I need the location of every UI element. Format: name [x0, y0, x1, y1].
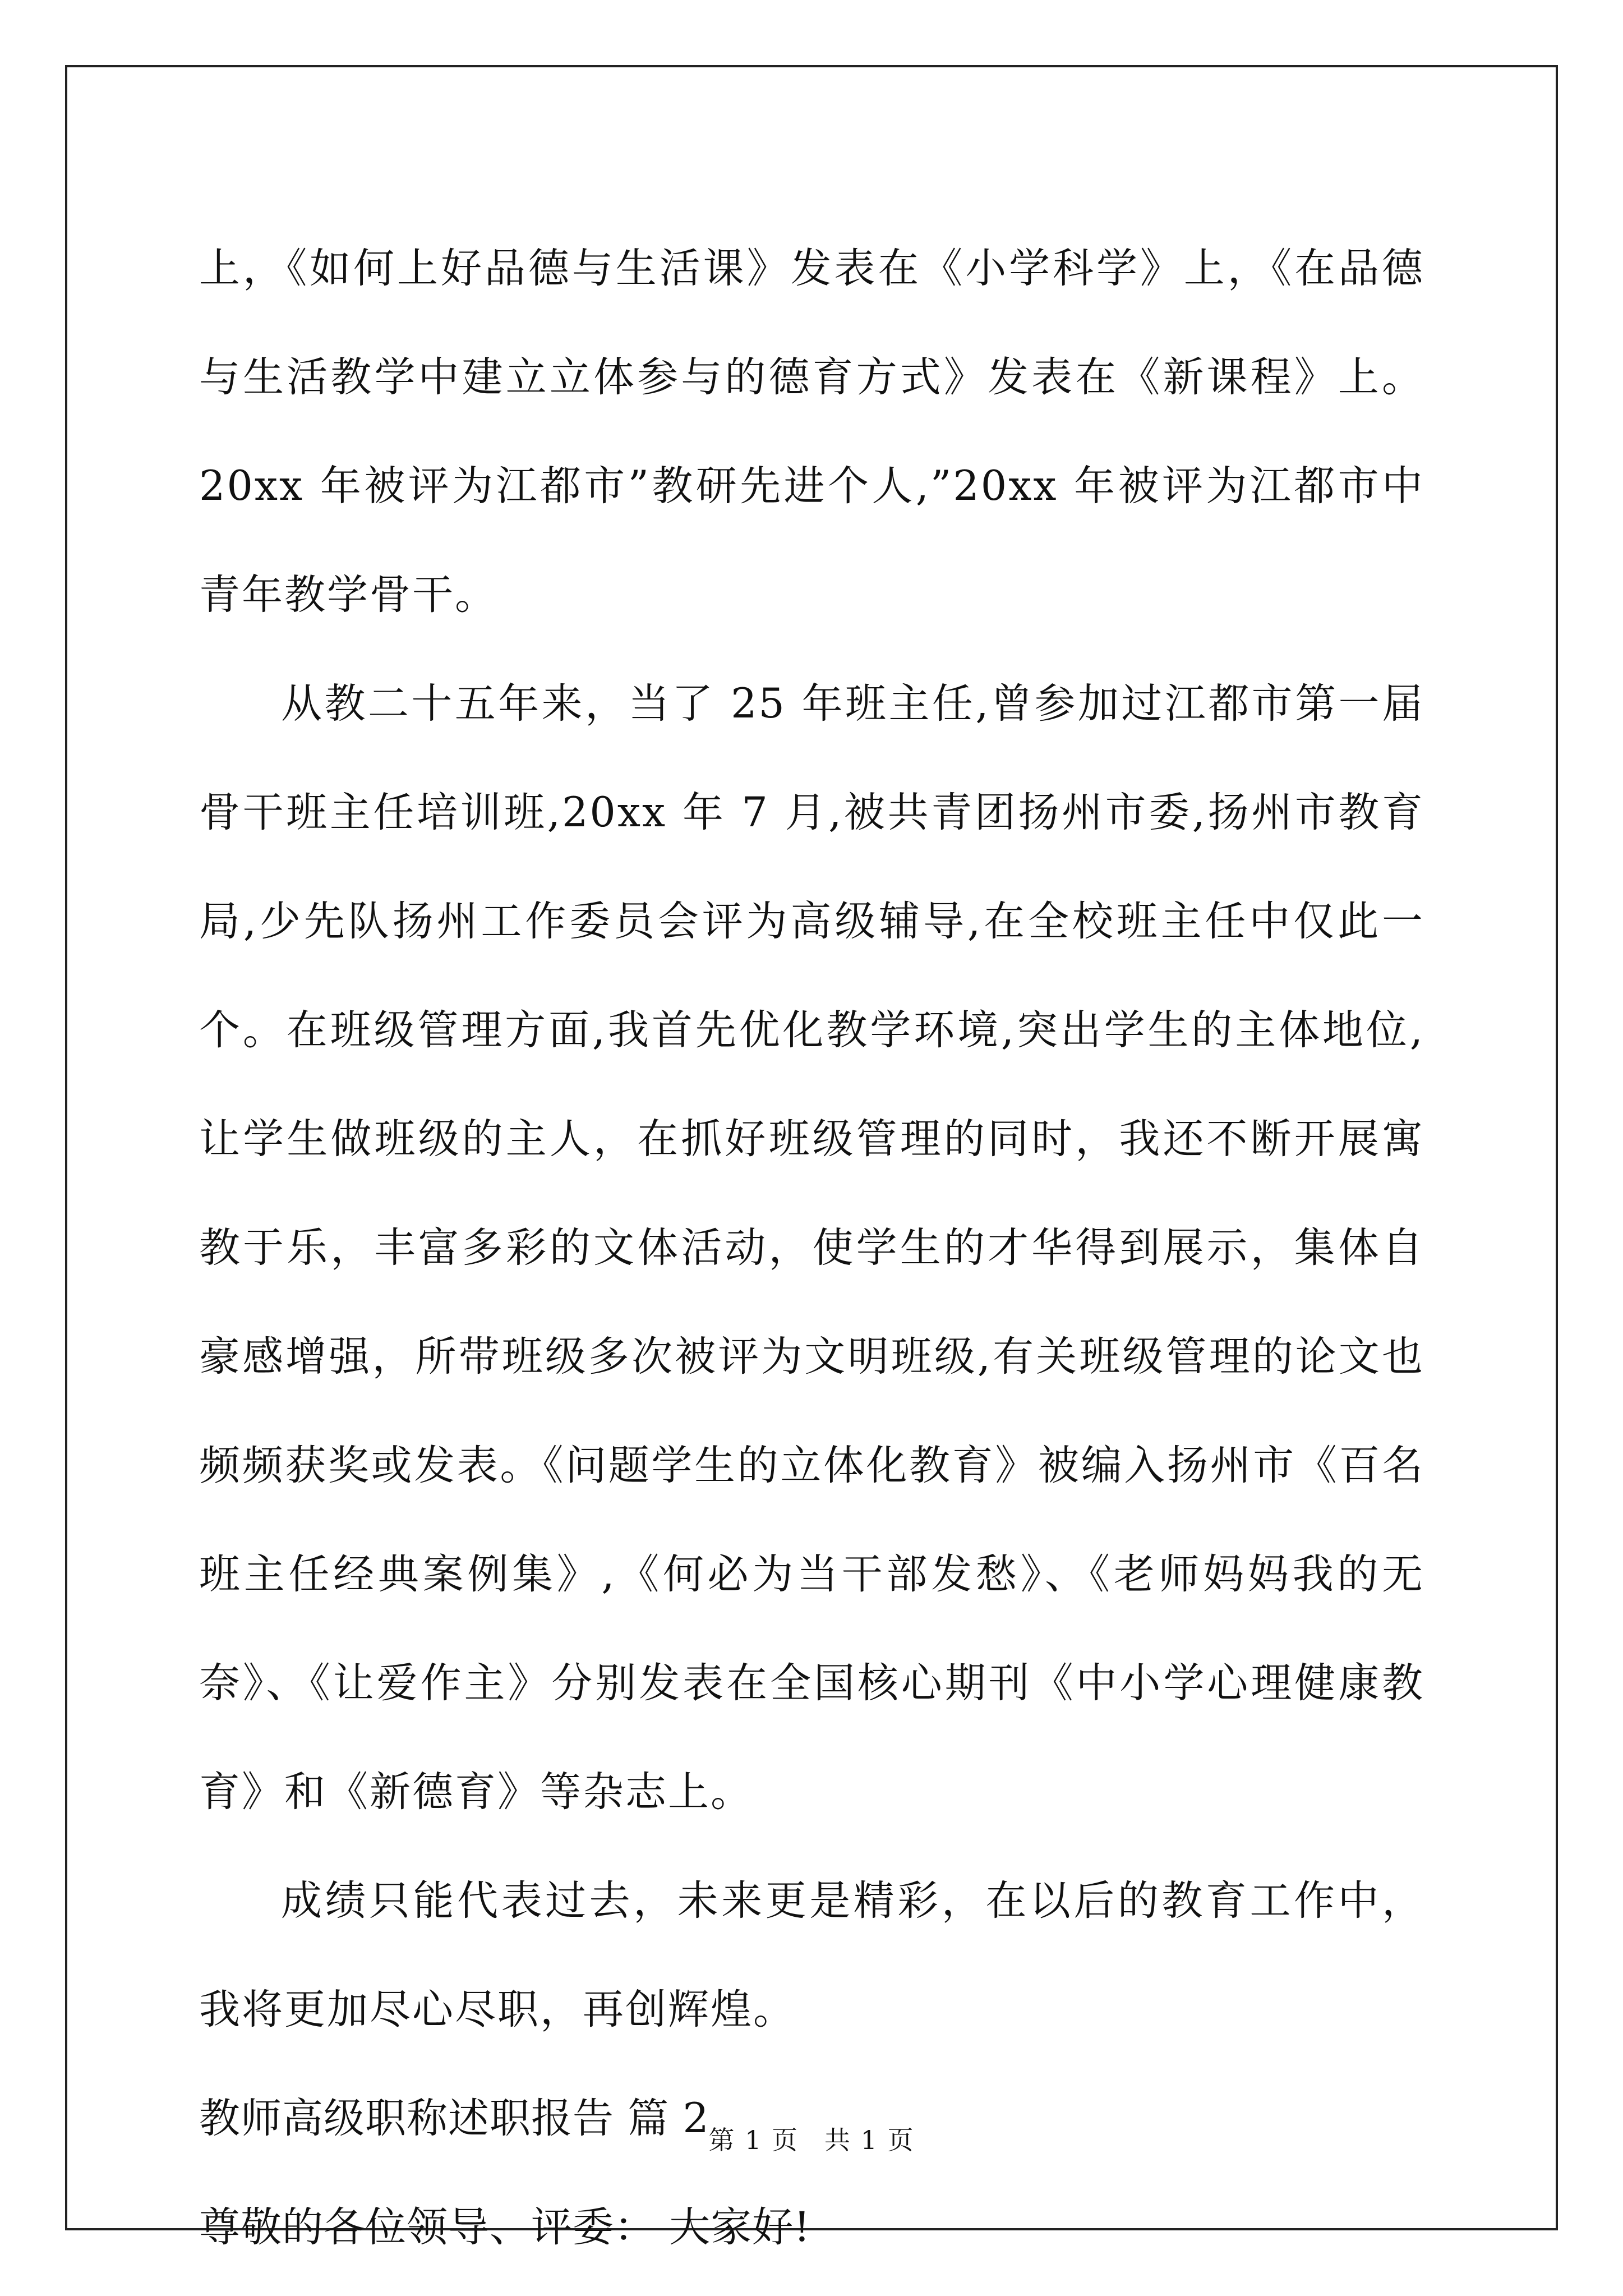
paragraph-continued: 上，《如何上好品德与生活课》发表在《小学科学》上，《在品德与生活教学中建立立体参与的德育方式》发表在《新课程》上。20xx 年被评为江都市”教研先进个人,”20xx 年被评为江都市中青年教学骨干。: [199, 245, 1424, 619]
page-number: 第 1 页: [708, 2125, 799, 2155]
document-body: [199, 214, 1424, 2282]
paragraph-conclusion: 成绩只能代表过去，未来更是精彩，在以后的教育工作中，我将更加尽心尽职，再创辉煌。: [199, 1877, 1424, 2033]
page-total: 共 1 页: [824, 2125, 915, 2155]
paragraph-class-teacher: 从教二十五年来，当了 25 年班主任,曾参加过江都市第一届骨干班主任培训班,20xx 年 7 月,被共青团扬州市委,扬州市教育局,少先队扬州工作委员会评为高级辅导,在全校班主任中仅此一个。在班级管理方面,我首先优化教学环境,突出学生的主体地位,让学生做班级的主人，在抓好班级管理的同时，我还不断开展寓教于乐，丰富多彩的文体活动，使学生的才华得到展示，集体自豪感增强，所带班级多次被评为文明班级,有关班级管理的论文也频频获奖或发表。《问题学生的立体化教育》被编入扬州市《百名班主任经典案例集》,《何必为当干部发愁》、《老师妈妈我的无奈》、《让爱作主》分别发表在全国核心期刊《中小学心理健康教育》和《新德育》等杂志上。: [199, 680, 1425, 1816]
section-heading: 教师高级职称述职报告 篇 2: [199, 2095, 709, 2142]
salutation: 尊敬的各位领导、评委： 大家好!: [199, 2203, 811, 2251]
page-footer: [0, 2123, 1623, 2157]
